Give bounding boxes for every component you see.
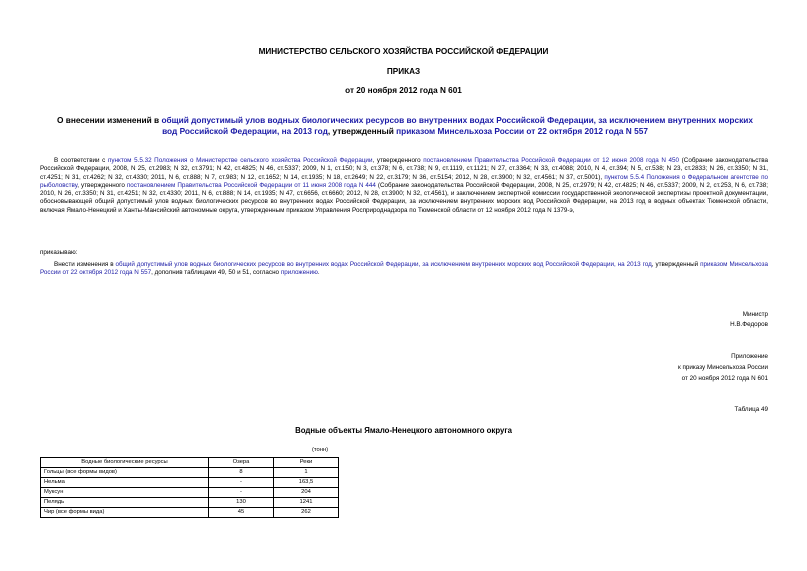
resource-cell: Муксун <box>41 488 209 498</box>
document-date: от 20 ноября 2012 года N 601 <box>345 86 462 95</box>
title-link-tac[interactable]: общий допустимый улов водных биологических ресурсов во внутренних водах Российской Федерации, за исключением внутренних морских вод Российской Федерации, на 2013 год <box>161 115 753 136</box>
header-lakes: Озера <box>209 458 274 468</box>
link-appendix[interactable]: приложению <box>280 269 318 277</box>
signature-position: Министр <box>742 311 768 318</box>
order-text: Внести изменения в <box>54 261 116 268</box>
rivers-cell: 262 <box>274 508 339 518</box>
link-tac-2013[interactable]: общий допустимый улов водных биологических ресурсов во внутренних водах Российской Федерации, за исключением внутренних морских вод Российской Федерации, на 2013 год <box>115 261 652 268</box>
lakes-cell: - <box>209 478 274 488</box>
rivers-cell: 1 <box>274 468 339 478</box>
table-row <box>41 478 339 488</box>
rivers-cell: 204 <box>274 488 339 498</box>
header-resources: Водные биологические ресурсы <box>41 458 209 468</box>
title-link-order-557[interactable]: приказом Минсельхоза России от 22 октября 2012 года N 557 <box>396 126 648 136</box>
quota-table <box>40 457 339 518</box>
lakes-cell: 8 <box>209 468 274 478</box>
lakes-cell: 45 <box>209 508 274 518</box>
title-text: О внесении изменений в <box>57 115 162 125</box>
order-text: . <box>317 269 320 277</box>
preamble-text: , утвержденного <box>372 157 424 164</box>
lakes-cell: - <box>209 488 274 498</box>
table-label: Таблица 49 <box>734 406 768 413</box>
header-rivers: Реки <box>274 458 339 468</box>
order-text: , утвержденный <box>651 261 701 268</box>
resource-cell: Чир (все формы вида) <box>41 508 209 518</box>
link-decree-444[interactable]: постановлением Правительства Российской Федерации от 11 июня 2008 года N 444 <box>126 181 376 189</box>
table-row <box>41 508 339 518</box>
link-order-557[interactable]: приказом Минсельхоза России от 22 октября 2012 года N 557 <box>40 261 768 277</box>
resource-cell: Нельма <box>41 478 209 488</box>
document-type: ПРИКАЗ <box>386 67 421 76</box>
preamble-text: (Собрание законодательства Российской Федерации, 2008, N 25, ст.2983; N 32, ст.3791; N 42, ст.4825; N 46, ст.5337; 2009, N 1, ст.150; N 3, ст.378; N 6, ст.738; N 9, ст.1119, ст.1121; N 27, ст.3364; N 33, ст.4088; 2010, N 4, ст.394; N 5, ст.538; N 23, ст.2833; N 26, ст.3350; N 31, ст.4251; N 31, ст.4262; N 32, ст.4330; 2011, N 6, ст.888; N 7, ст.983; N 12, ст.1652; N 14, ст.1935; N 18, ст.2649; N 22, ст.3179; N 36, ст.5154; 2012, N 28, ст.3900; N 32, ст.4561; N 37, ст.5001), <box>40 157 769 181</box>
rivers-cell: 163,5 <box>274 478 339 488</box>
lakes-cell: 130 <box>209 498 274 508</box>
preamble-text: (Собрание законодательства Российской Федерации, 2008, N 25, ст.2979; N 42, ст.4825; N 46, ст.5337; 2009, N 2, ст.253, N 6, ст.738; 2010, N 26, ст.3350; N 31, ст.4251; N 32, ст.4330; 2011, N 6, ст.888; N 14, ст.1935; N 47, ст.6656, ст.6660; 2012, N 28, ст.3900; N 32, ст.4561), и заключением экспертной комиссии государственной экологической экспертизы проектной документации, обосновывающей общий допустимый улов водных биологических ресурсов во внутренних водах Российской Федерации, за исключением внутренних морских вод Российской Федерации, на 2013 год в водных объектах Тюменской области, включая Ямало-Ненецкий и Ханты-Мансийский автономные округа, утвержденным приказом Управления Росприроднадзора по Тюменской области от 12 ноября 2012 года N 1379-э, <box>40 181 768 214</box>
rivers-cell: 1241 <box>274 498 339 508</box>
link-regulation-fishery[interactable]: пунктом 5.5.4 Положения о Федеральном агентстве по рыболовству <box>40 173 768 189</box>
table-row <box>41 488 339 498</box>
order-paragraph <box>40 261 768 278</box>
preamble-text: , утвержденного <box>77 181 127 189</box>
table-row <box>41 468 339 478</box>
signature-name: Н.В.Федоров <box>730 321 768 328</box>
order-word: приказываю: <box>40 249 78 256</box>
document-title <box>52 115 758 137</box>
preamble-paragraph <box>40 157 768 215</box>
appendix-line-2: к приказу Минсельхоза России <box>677 364 768 371</box>
order-text: , дополнив таблицами 49, 50 и 51, согласно <box>151 269 281 277</box>
ministry-heading: МИНИСТЕРСТВО СЕЛЬСКОГО ХОЗЯЙСТВА РОССИЙСКОЙ ФЕДЕРАЦИИ <box>258 47 549 56</box>
link-regulation-ministry[interactable]: пунктом 5.5.32 Положения о Министерстве сельского хозяйства Российской Федерации <box>107 157 373 164</box>
resource-cell: Гольцы (все формы видов) <box>41 468 209 478</box>
preamble-text: В соответствии с <box>54 157 108 164</box>
table-header-row <box>41 458 339 468</box>
title-text: , утвержденный <box>327 126 397 136</box>
appendix-line-1: Приложение <box>731 353 768 360</box>
appendix-line-3: от 20 ноября 2012 года N 601 <box>681 375 768 382</box>
resource-cell: Пелядь <box>41 498 209 508</box>
unit-label: (тонн) <box>312 447 329 453</box>
table-title: Водные объекты Ямало-Ненецкого автономного округа <box>295 426 512 435</box>
table-row <box>41 498 339 508</box>
link-decree-450[interactable]: постановлением Правительства Российской Федерации от 12 июня 2008 года N 450 <box>423 157 680 164</box>
